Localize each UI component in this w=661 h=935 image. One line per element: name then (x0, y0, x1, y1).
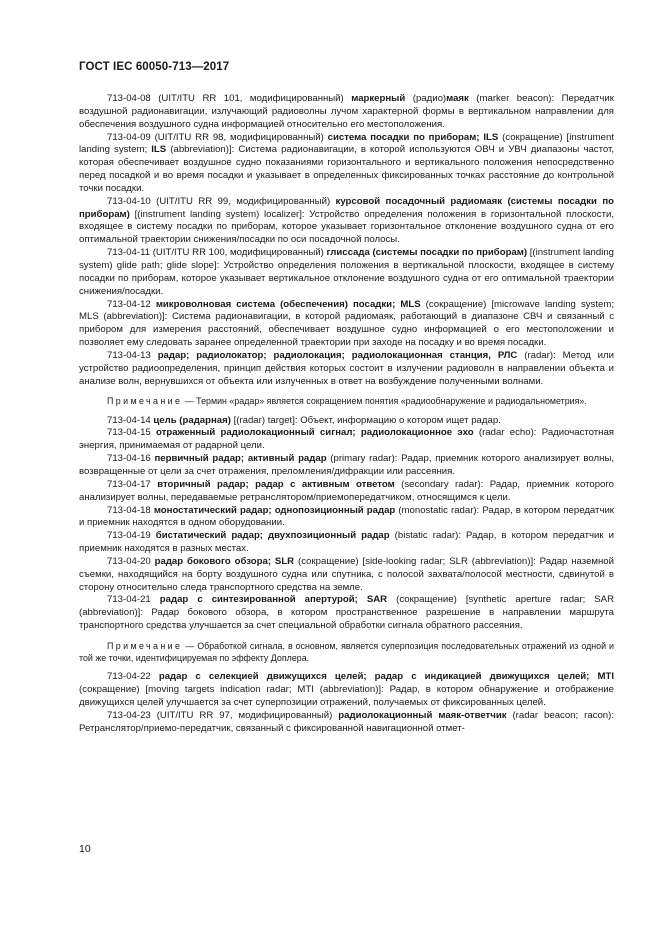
note-signal-processing: Примечание — Обработкой сигнала, в основном, является суперпозиция последовательных отражений из одной и той же точки, идентифицируемая по эффекту Доплера. (79, 640, 614, 664)
term-entry-713-04-15: 713-04-15 отраженный радиолокационный сигнал; радиолокационное эхо (radar echo): Радиочастотная энергия, принимаемая от радарной цели. (79, 427, 615, 452)
page-number: 10 (79, 843, 91, 855)
term-entry-713-04-21: 713-04-21 радар с синтезированной апертурой; SAR (сокращение) [synthetic aperture radar; SAR (abbreviation)]: Радар бокового обзора, в котором пространственное разрешение в направлении маршрута транспортного средства улучшается за счет специальной обработки сигнала обратного рассеяния. (79, 594, 615, 632)
note-label: Примечание (107, 396, 183, 407)
term-entry-713-04-14: 713-04-14 цель (радарная) [(radar) target]: Объект, информацию о котором ищет радар. (107, 414, 501, 426)
term-entry-713-04-08: 713-04-08 (UIT/ITU RR 101, модифицированный) маркерный (радио)маяк (marker beacon): Передатчик воздушной радионавигации, излучающий радиоволны лучом характерной формы в вертикальном направлении для обеспечения воздушного судна информацией относительно его местоположения. (79, 93, 614, 130)
term-entry-713-04-12: 713-04-12 микроволновая система (обеспечения) посадки; MLS (сокращение) [microwave landing system; MLS (abbreviation)]: Система радионавигации, в которой радиомаяк, работающий в диапазоне СВЧ и связанный с прибором для измерения расстояний, обеспечивает воздушное судно информацией о его местоположении и позволяет ему следовать заранее определенной траектории при заходе на посадку и во время посадки. (79, 298, 615, 349)
term-entry-713-04-09: 713-04-09 (UIT/ITU RR 98, модифицированный) система посадки по приборам; ILS (сокращение) [instrument landing system; ILS (abbreviation)]: Система радионавигации, в которой используются ОВЧ и УВЧ диапазоны частот, которая обеспечивает воздушное судно показаниями горизонтального и вертикального положения непосредственно перед посадкой и во время посадки и указывает в определенных фиксированных точках расстояние до контрольной точки посадки. (79, 131, 614, 194)
page-body (79, 93, 614, 736)
term-entry-713-04-20: 713-04-20 радар бокового обзора; SLR (сокращение) [side-looking radar; SLR (abbreviation)]: Радар наземной съемки, находящийся на борту воздушного судна или спутника, с полосой захвата/полосой местности, сдвинутой в сторону относительно следа транспортного средства на земле. (79, 555, 614, 593)
term-entry-713-04-17: 713-04-17 вторичный радар; радар с активным ответом (secondary radar): Радар, приемник которого анализирует волны, передаваемые ретранслятором/приемопередатчиком, относящимся к цели. (79, 478, 615, 503)
note-radar-term: Примечание — Термин «радар» является сокращением понятия «радиообнаружение и радиодальнометрия». (107, 396, 587, 407)
note-label: Примечание (107, 640, 183, 651)
term-entry-713-04-19: 713-04-19 бистатический радар; двухпозиционный радар (bistatic radar): Радар, в котором передатчик и приемник находятся в разных местах. (79, 530, 614, 555)
term-entry-713-04-23: 713-04-23 (UIT/ITU RR 97, модифицированный) радиолокационный маяк-ответчик (radar beacon; racon): Ретранслятор/приемо-передатчик, связанный с фиксированной навигационной отмет- (79, 709, 614, 734)
term-entry-713-04-18: 713-04-18 моностатический радар; однопозиционный радар (monostatic radar): Радар, в котором передатчик и приемник находятся в одном оборудовании. (79, 504, 615, 529)
term-entry-713-04-16: 713-04-16 первичный радар; активный радар (primary radar): Радар, приемник которого анализирует волны, возвращенные от цели за счет отражения, преломления/дифракции или рассеяния. (79, 453, 615, 477)
term-entry-713-04-10: 713-04-10 (UIT/ITU RR 99, модифицированный) курсовой посадочный радиомаяк (системы посадки по приборам) [(instrument landing system) localizer]: Устройство определения положения в горизонтальной плоскости, входящее в систему посадки по приборам, которое указывает горизонтальное отклонение воздушного судна от его оптимальной траектории снижения/посадки по оси посадочной полосы. (79, 195, 614, 246)
term-entry-713-04-11: 713-04-11 (UIT/ITU RR 100, модифицированный) глиссада (системы посадки по приборам) [(instrument landing system) glide path; glide slope]: Устройство определения положения в вертикальной плоскости, входящее в систему посадки по приборам, которое указывает вертикальное отклонение воздушного судна от его оптимальной траектории снижения/посадки. (79, 247, 614, 297)
term-entry-713-04-13: 713-04-13 радар; радиолокатор; радиолокация; радиолокационная станция, РЛС (radar): Метод или устройство радиоопределения, принцип действия которых состоит в излучении радиоволн в направлении объекта и анализе волн, вернувшихся от объекта или излученных в ответ на возбуждение полученными волнами. (79, 349, 615, 387)
document-header: ГОСТ IEC 60050-713—2017 (79, 61, 230, 73)
term-entry-713-04-22: 713-04-22 радар с селекцией движущихся целей; радар с индикацией движущихся целей; MTI (сокращение) [moving targets indication radar; MTI (abbreviation)]: Радар, в котором обнаружение и отображение движущихся целей улучшается за счет суперпозиции отражений, получаемых от фиксированных целей. (79, 671, 614, 709)
